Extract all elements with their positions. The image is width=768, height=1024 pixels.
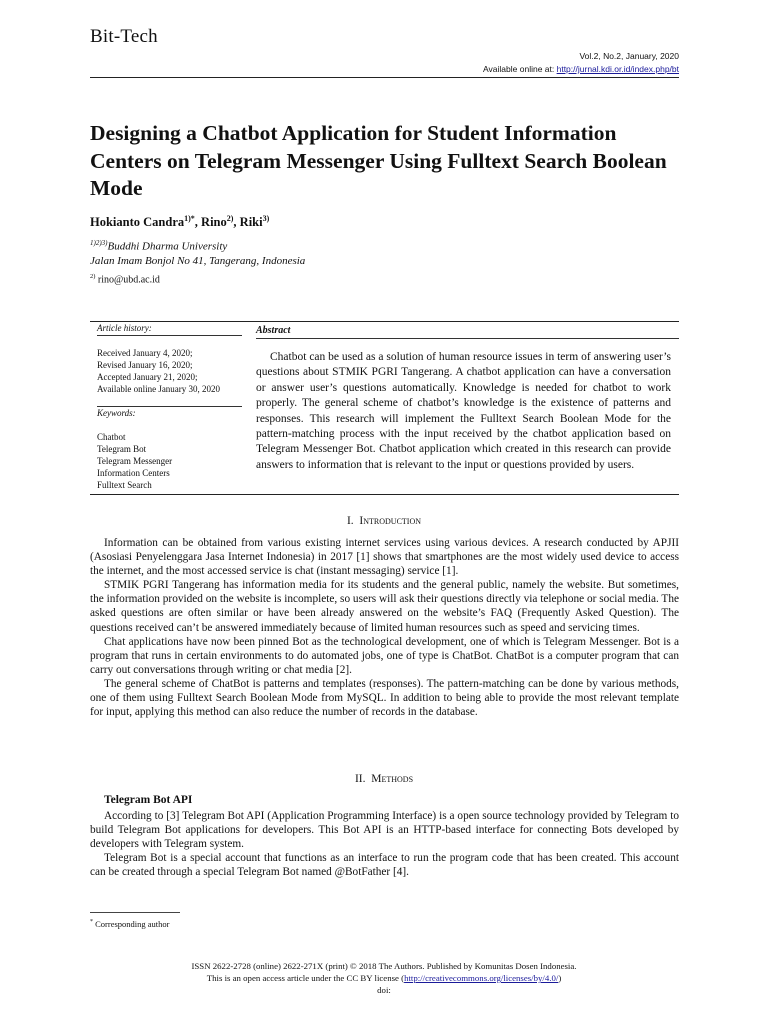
journal-url-link[interactable]: http://jurnal.kdi.or.id/index.php/bt bbox=[556, 64, 679, 74]
header-rule bbox=[90, 77, 679, 78]
footnote-rule bbox=[90, 912, 180, 913]
introduction-body bbox=[90, 536, 679, 719]
paragraph: Information can be obtained from various existing internet services using various devices. A research conducted by APJII (Asosiasi Penyelenggara Jasa Internet Indonesia) in 2017 [1] shows that smartphones are the most widely used device to access the internet, and the most accessed service is chat (instant messaging) service [1]. bbox=[90, 537, 679, 578]
paragraph: Telegram Bot is a special account that functions as an interface to run the program code that has been created. This account can be created through a special Telegram Bot named @BotFather [4]. bbox=[90, 852, 679, 879]
paragraph: STMIK PGRI Tangerang has information media for its students and the general public, namely the website. But sometimes, the information provided on the website is incomplete, so users will ask their questions directly via telephone or social media. The asked questions are often similar or have been already answered on the website’s FAQ (Frequently Asked Question). The questions received can’t be answered immediately because of limited human resources such as speed and servicing times. bbox=[90, 579, 679, 634]
footnote: * Corresponding author bbox=[90, 919, 170, 929]
paragraph: Chat applications have now been pinned Bot as the technological development, one of which is Telegram Messenger. Bot is a program that runs in certain environments to do automated jobs, one of type is ChatBot. ChatBot is a computer program that can carry out conversations through writing or chat media [2]. bbox=[90, 635, 679, 676]
info-bottom-rule bbox=[90, 494, 679, 495]
volume-info: Vol.2, No.2, January, 2020 bbox=[579, 51, 679, 61]
abstract-text: Chatbot can be used as a solution of human resource issues in term of answering user’s questions about STMIK PGRI Tangerang. A chatbot application can have a conversation or answer user’s questions automatically. Knowledge is needed for chatbot to work properly. The general scheme of chatbot’s knowledge is the existence of patterns and responses. This research will implement the Fulltext Search Boolean Mode for the pattern-matching process with the input received by the chatbot application based on Telegram Messenger Bot. Chatbot application which created in this research can provide answers to information that is relevant to the input or questions provided by users. bbox=[256, 351, 671, 471]
author-1: Hokianto Candra$^{1)*}$, bbox=[90, 214, 202, 230]
paragraph: According to [3] Telegram Bot API (Application Programming Interface) is a open source technology provided by Telegram to build Telegram Bot applications for developers. This Bot API is an HTTP-based interface for connecting Bots developed by developers with Telegram system. bbox=[90, 810, 679, 851]
journal-name: Bit-Tech bbox=[90, 26, 158, 47]
keywords-list bbox=[97, 431, 172, 491]
author-2: Rino$^{2)}$, bbox=[201, 214, 240, 230]
subheading-telegram-bot-api: Telegram Bot API bbox=[104, 794, 193, 806]
paragraph: The general scheme of ChatBot is patterns and templates (responses). The pattern-matching can be done by various methods, one of them using Fulltext Search Boolean Mode from MySQL. In addition to being able to provide the most relevant template for input, applying this method can also reduce the number of records in the database. bbox=[90, 677, 679, 719]
abstract-rule bbox=[256, 338, 679, 339]
keyword-item: Chatbot bbox=[97, 432, 126, 442]
section-heading-methods: II. Methods bbox=[354, 773, 414, 785]
license-line: This is an open access article under the CC BY license (http://creativecommons.org/licenses/by/4.0/) bbox=[206, 973, 562, 983]
keyword-item: Information Centers bbox=[97, 468, 170, 478]
author-list bbox=[90, 214, 269, 230]
availability-line bbox=[483, 64, 679, 74]
keyword-item: Fulltext Search bbox=[97, 480, 152, 490]
keyword-item: Telegram Bot bbox=[97, 444, 147, 454]
doi-line: doi: bbox=[377, 985, 391, 995]
keyword-item: Telegram Messenger bbox=[97, 456, 173, 466]
article-history-list: Received January 4, 2020; Revised January 16, 2020; Accepted January 21, 2020; Available online January 30, 2020 bbox=[97, 348, 221, 394]
methods-body bbox=[90, 809, 679, 879]
affiliation-institution: $^{1)2)3)}$Buddhi Dharma University bbox=[90, 239, 228, 253]
keywords-rule bbox=[97, 406, 242, 407]
affiliation-address: Jalan Imam Bonjol No 41, Tangerang, Indonesia bbox=[90, 255, 306, 267]
history-rule bbox=[97, 335, 242, 336]
article-history-heading: Article history: bbox=[97, 323, 152, 333]
author-3: Riki$^{3)}$ bbox=[239, 214, 270, 230]
paper-title: Designing a Chatbot Application for Student Information Centers on Telegram Messenger Using Fulltext Search Boolean Mode bbox=[90, 121, 667, 200]
abstract-heading: Abstract bbox=[256, 325, 291, 336]
info-top-rule bbox=[90, 321, 679, 322]
license-link[interactable]: http://creativecommons.org/licenses/by/4.0/ bbox=[404, 973, 559, 983]
keywords-heading: Keywords: bbox=[97, 408, 136, 418]
issn-line: ISSN 2622-2728 (online) 2622-271X (print) © 2018 The Authors. Published by Komunitas Dosen Indonesia. bbox=[191, 961, 577, 971]
author-email: $^{2)}$ rino@ubd.ac.id bbox=[90, 273, 160, 286]
section-heading-introduction: I. Introduction bbox=[346, 515, 422, 527]
available-label: Available online at: bbox=[483, 64, 555, 74]
